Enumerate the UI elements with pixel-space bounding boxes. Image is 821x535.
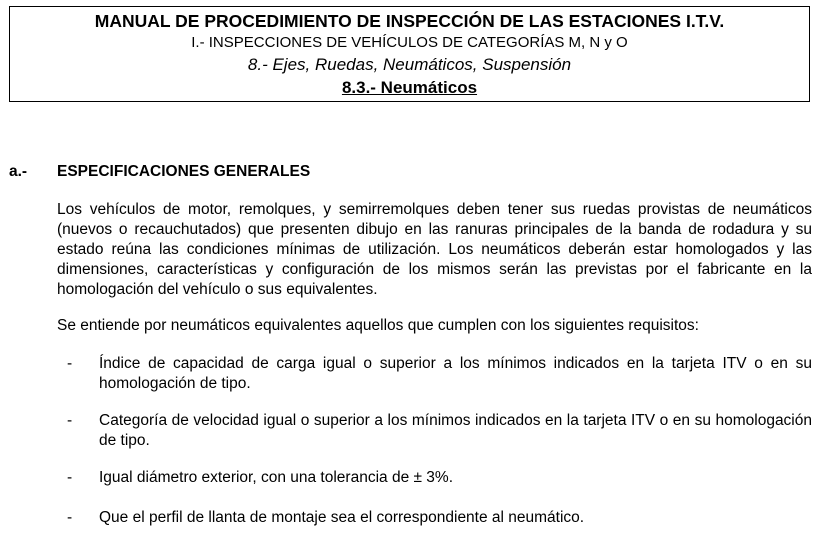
chapter-title: 8.- Ejes, Ruedas, Neumáticos, Suspensión	[247, 55, 572, 74]
section-letter: a.-	[9, 163, 28, 180]
paragraph-equivalent-tires: Se entiende por neumáticos equivalentes aquellos que cumplen con los siguientes requisitos:	[57, 317, 699, 334]
list-item-text: Que el perfil de llanta de montaje sea el correspondiente al neumático.	[99, 509, 585, 526]
section-heading: ESPECIFICACIONES GENERALES	[57, 163, 311, 180]
section-title	[10, 77, 809, 98]
list-item-text: Igual diámetro exterior, con una tolerancia de ± 3%.	[99, 469, 454, 486]
list-dash: -	[67, 412, 73, 429]
paragraph-general-specs: Los vehículos de motor, remolques, y semirremolques deben tener sus ruedas provistas de neumáticos (nuevos o recauchutados) que presenten dibujo en las ranuras principales de la banda de rodadura y su estado reúna las condiciones mínimas de utilización. Los neumáticos deberán estar homologados y las dimensiones, características y configuración de los mismos serán las previstas por el fabricante en la homologación del vehículo o sus equivalentes.	[57, 201, 812, 298]
list-item-text: Índice de capacidad de carga igual o superior a los mínimos indicados en la tarjeta ITV o en su homologación de tipo.	[99, 355, 812, 392]
list-dash: -	[67, 469, 73, 486]
manual-subtitle: I.- INSPECCIONES DE VEHÍCULOS DE CATEGORÍAS M, N y O	[191, 34, 628, 51]
list-item-text: Categoría de velocidad igual o superior a los mínimos indicados en la tarjeta ITV o en su homologación de tipo.	[99, 412, 812, 449]
list-dash: -	[67, 355, 73, 372]
list-dash: -	[67, 509, 73, 526]
document-header	[9, 6, 810, 102]
manual-title: MANUAL DE PROCEDIMIENTO DE INSPECCIÓN DE LAS ESTACIONES I.T.V.	[94, 11, 725, 31]
section-title-text: 8.3.- Neumáticos	[341, 78, 478, 97]
